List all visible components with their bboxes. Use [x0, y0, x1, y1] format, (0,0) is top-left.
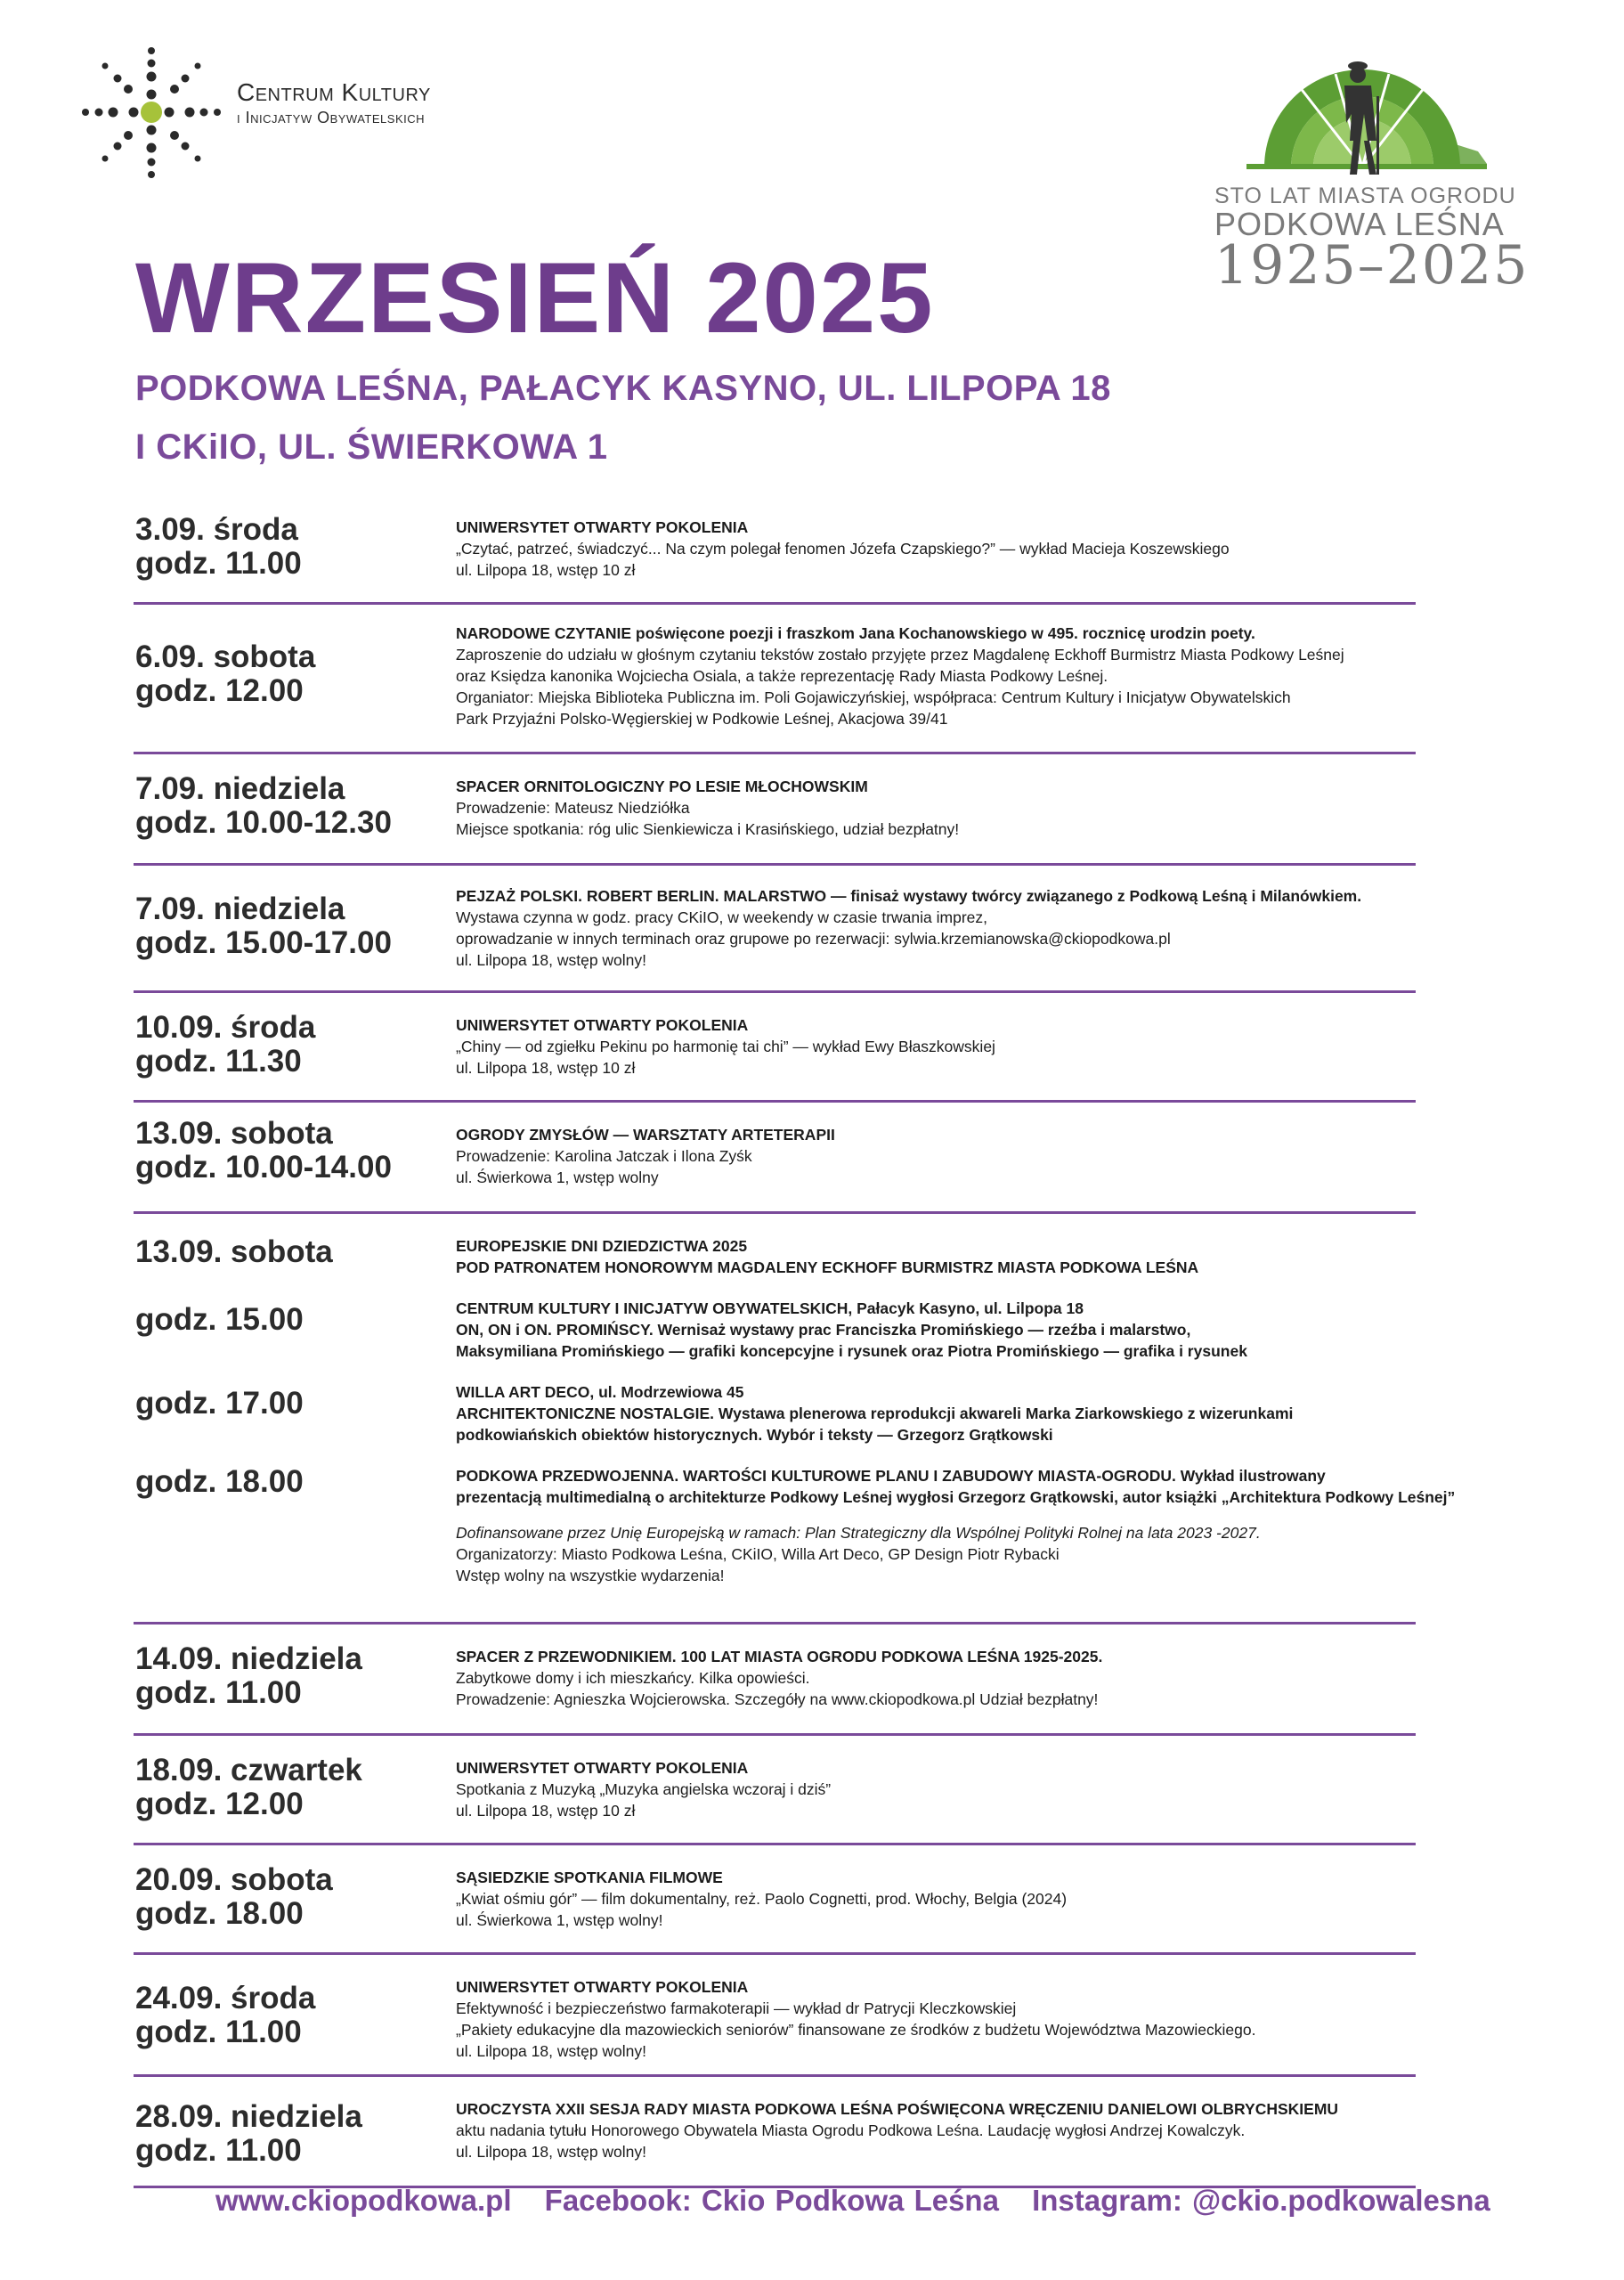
event-title: SPACER Z PRZEWODNIKIEM. 100 LAT MIASTA OGRODU PODKOWA LEŚNA 1925-2025. — [456, 1648, 1103, 1665]
event-line: Spotkania z Muzyką „Muzyka angielska wczoraj i dziś” — [456, 1780, 832, 1798]
event-item — [134, 1624, 1416, 1736]
event-time: godz. 12.00 — [135, 673, 304, 708]
event-line: Wystawa czynna w godz. pracy CKiIO, w weekendy w czasie trwania imprez, — [456, 908, 987, 926]
event-line: „Czytać, patrzeć, świadczyć... Na czym polegał fenomen Józefa Czapskiego?” — wykład Macieja Koszewskiego — [456, 540, 1230, 558]
anniversary-line2: PODKOWA LEŚNA — [1214, 206, 1505, 242]
event-line: ul. Lilpopa 18, wstęp wolny! — [456, 2143, 647, 2161]
ckiio-logo — [82, 46, 527, 180]
event-line: Park Przyjaźni Polsko-Węgierskiej w Podkowie Leśnej, Akacjowa 39/41 — [456, 710, 948, 728]
venue-line-1: PODKOWA LEŚNA, PAŁACYK KASYNO, UL. LILPOPA 18 — [135, 369, 1111, 408]
event-date: 7.09. niedziela — [135, 892, 345, 926]
event-item — [134, 1736, 1416, 1845]
event-line: Prowadzenie: Agnieszka Wojcierowska. Szczegóły na www.ckiopodkowa.pl Udział bezpłatny! — [456, 1690, 1099, 1708]
event-item — [134, 754, 1416, 866]
event-line: ul. Lilpopa 18, wstęp wolny! — [456, 2042, 647, 2060]
footer-contacts — [215, 2184, 1514, 2218]
venue-line-2: I CKiIO, UL. ŚWIERKOWA 1 — [135, 428, 608, 467]
event-time: godz. 15.00-17.00 — [135, 925, 392, 960]
event-line: oraz Księdza kanonika Wojciecha Osiala, a także reprezentację Rady Miasta Podkowy Leśnej. — [456, 667, 1108, 685]
event-list — [134, 504, 1456, 2188]
event-line: Miejsce spotkania: róg ulic Sienkiewicza i Krasińskiego, udział bezpłatny! — [456, 820, 960, 838]
event-date: 28.09. niedziela — [135, 2099, 362, 2134]
event-item — [134, 866, 1416, 993]
funding-note: Dofinansowane przez Unię Europejską w ramach: Plan Strategiczny dla Wspólnej Polityki Rolnej na lata 2023 -2027. — [456, 1524, 1261, 1542]
slot-line: ARCHITEKTONICZNE NOSTALGIE. Wystawa plenerowa reprodukcji akwareli Marka Ziarkowskiego z wizerunkami — [456, 1405, 1294, 1422]
event-line: ul. Lilpopa 18, wstęp 10 zł — [456, 1059, 636, 1077]
event-line: ul. Lilpopa 18, wstęp 10 zł — [456, 1802, 636, 1820]
organizers: Organizatorzy: Miasto Podkowa Leśna, CKiIO, Willa Art Deco, GP Design Piotr Rybacki — [456, 1545, 1060, 1563]
anniversary-text — [1214, 183, 1529, 297]
event-time: godz. 12.00 — [135, 1787, 304, 1821]
event-line: Prowadzenie: Mateusz Niedziółka — [456, 799, 690, 817]
anniversary-line1: STO LAT MIASTA OGRODU — [1214, 183, 1516, 208]
event-line: ul. Lilpopa 18, wstęp wolny! — [456, 951, 647, 969]
event-time: godz. 10.00-14.00 — [135, 1150, 392, 1185]
event-date: 7.09. niedziela — [135, 771, 345, 806]
event-item — [134, 1845, 1416, 1955]
event-title: UNIWERSYTET OTWARTY POKOLENIA — [456, 1016, 749, 1034]
slot-line: ON, ON i ON. PROMIŃSCY. Wernisaż wystawy prac Franciszka Promińskiego — rzeźba i malarstwo, — [456, 1321, 1191, 1339]
event-date: 13.09. sobota — [135, 1234, 333, 1269]
event-item — [134, 1955, 1416, 2077]
event-time: godz. 17.00 — [135, 1386, 304, 1421]
event-date: 14.09. niedziela — [135, 1641, 362, 1676]
event-line: oprowadzanie w innych terminach oraz grupowe po rezerwacji: sylwia.krzemianowska@ckiopodkowa.pl — [456, 930, 1171, 948]
event-line: Zaproszenie do udziału w głośnym czytaniu tekstów zostało przyjęte przez Magdalenę Eckhoff Burmistrz Miasta Podkowy Leśnej — [456, 646, 1344, 664]
event-title: UNIWERSYTET OTWARTY POKOLENIA — [456, 1759, 749, 1777]
slot-line: WILLA ART DECO, ul. Modrzewiowa 45 — [456, 1383, 744, 1401]
event-line: Prowadzenie: Karolina Jatczak i Ilona Zyśk — [456, 1147, 752, 1165]
slot-line: podkowiańskich obiektów historycznych. Wybór i teksty — Grzegorz Grątkowski — [456, 1426, 1053, 1444]
event-time: godz. 18.00 — [135, 1896, 304, 1931]
instagram-link[interactable]: Instagram: @ckio.podkowalesna — [1032, 2184, 1490, 2217]
event-title: UNIWERSYTET OTWARTY POKOLENIA — [456, 518, 749, 536]
event-date: 24.09. środa — [135, 1981, 316, 2015]
event-item — [134, 1103, 1416, 1214]
event-date: 13.09. sobota — [135, 1116, 333, 1151]
anniversary-years: 1925–2025 — [1214, 234, 1530, 297]
event-title: NARODOWE CZYTANIE poświęcone poezji i fraszkom Jana Kochanowskiego w 495. rocznicę urodzin poety. — [456, 624, 1255, 642]
event-line: ul. Lilpopa 18, wstęp 10 zł — [456, 561, 636, 579]
website-link[interactable]: www.ckiopodkowa.pl — [215, 2184, 512, 2217]
event-time: godz. 11.00 — [135, 2015, 302, 2049]
event-line: „Chiny — od zgiełku Pekinu po harmonię tai chi” — wykład Ewy Błaszkowskiej — [456, 1038, 995, 1055]
event-line: aktu nadania tytułu Honorowego Obywatela Miasta Ogrodu Podkowa Leśna. Laudację wygłosi Andrzej Kowalczyk. — [456, 2121, 1246, 2139]
event-date: 10.09. środa — [135, 1010, 316, 1045]
event-title: SĄSIEDZKIE SPOTKANIA FILMOWE — [456, 1869, 723, 1886]
event-line: „Kwiat ośmiu gór” — film dokumentalny, reż. Paolo Cognetti, prod. Włochy, Belgia (2024) — [456, 1890, 1068, 1908]
sun-logo-icon — [82, 46, 224, 180]
event-date: 3.09. środa — [135, 512, 298, 547]
event-title: UROCZYSTA XXII SESJA RADY MIASTA PODKOWA LEŚNA POŚWIĘCONA WRĘCZENIU DANIELOWI OLBRYCHSKIEMU — [456, 2100, 1339, 2118]
event-item — [134, 605, 1416, 754]
event-time: godz. 11.00 — [135, 1675, 302, 1710]
event-date: 6.09. sobota — [135, 639, 316, 674]
event-item — [134, 993, 1416, 1103]
event-title: UNIWERSYTET OTWARTY POKOLENIA — [456, 1978, 749, 1996]
walking-man-arc-icon — [1211, 52, 1531, 185]
event-line: ul. Świerkowa 1, wstęp wolny! — [456, 1911, 663, 1929]
event-date: 20.09. sobota — [135, 1862, 333, 1897]
slot-line: prezentacją multimedialną o architekturze Podkowy Leśnej wygłosi Grzegorz Grątkowski, autor książki „Architektura Podkowy Leśnej” — [456, 1488, 1456, 1506]
brand-name: Centrum Kultury — [237, 78, 431, 106]
slot-line: CENTRUM KULTURY I INICJATYW OBYWATELSKICH, Pałacyk Kasyno, ul. Lilpopa 18 — [456, 1299, 1084, 1317]
brand-subname: i Inicjatyw Obywatelskich — [237, 109, 425, 126]
event-time: godz. 11.30 — [135, 1044, 302, 1079]
free-entry: Wstęp wolny na wszystkie wydarzenia! — [456, 1567, 725, 1584]
event-time: godz. 18.00 — [135, 1464, 304, 1499]
event-line: ul. Świerkowa 1, wstęp wolny — [456, 1168, 659, 1186]
event-line: Efektywność i bezpieczeństwo farmakoterapii — wykład dr Patrycji Kleczkowskiej — [456, 1999, 1017, 2017]
event-item — [134, 2077, 1416, 2188]
page-title: WRZESIEŃ 2025 — [135, 242, 935, 354]
event-title: SPACER ORNITOLOGICZNY PO LESIE MŁOCHOWSKIM — [456, 778, 868, 795]
event-time: godz. 11.00 — [135, 546, 302, 581]
event-time: godz. 15.00 — [135, 1302, 304, 1337]
heritage-event — [134, 1214, 1456, 1624]
event-item — [134, 504, 1416, 605]
event-title: PEJZAŻ POLSKI. ROBERT BERLIN. MALARSTWO — finisaż wystawy twórcy związanego z Podkową Leśną i Milanówkiem. — [456, 887, 1362, 905]
event-date: 18.09. czwartek — [135, 1753, 362, 1787]
facebook-link[interactable]: Facebook: Ckio Podkowa Leśna — [544, 2184, 999, 2217]
heritage-heading: EUROPEJSKIE DNI DZIEDZICTWA 2025 — [456, 1237, 748, 1255]
slot-line: Maksymiliana Promińskiego — grafiki koncepcyjne i rysunek oraz Piotra Promińskiego — grafika i rysunek — [456, 1342, 1247, 1360]
event-time: godz. 11.00 — [135, 2133, 302, 2168]
heritage-patronage: POD PATRONATEM HONOROWYM MAGDALENY ECKHOFF BURMISTRZ MIASTA PODKOWA LEŚNA — [456, 1258, 1199, 1276]
event-line: „Pakiety edukacyjne dla mazowieckich seniorów” finansowane ze środków z budżetu Województwa Mazowieckiego. — [456, 2021, 1256, 2039]
slot-line: PODKOWA PRZEDWOJENNA. WARTOŚCI KULTUROWE PLANU I ZABUDOWY MIASTA-OGRODU. Wykład ilustrowany — [456, 1467, 1326, 1485]
event-title: OGRODY ZMYSŁÓW — WARSZTATY ARTETERAPII — [456, 1126, 835, 1144]
event-line: Organiator: Miejska Biblioteka Publiczna im. Poli Gojawiczyńskiej, współpraca: Centrum Kultury i Inicjatyw Obywatelskich — [456, 688, 1291, 706]
event-time: godz. 10.00-12.30 — [135, 805, 392, 840]
event-line: Zabytkowe domy i ich mieszkańcy. Kilka opowieści. — [456, 1669, 810, 1687]
